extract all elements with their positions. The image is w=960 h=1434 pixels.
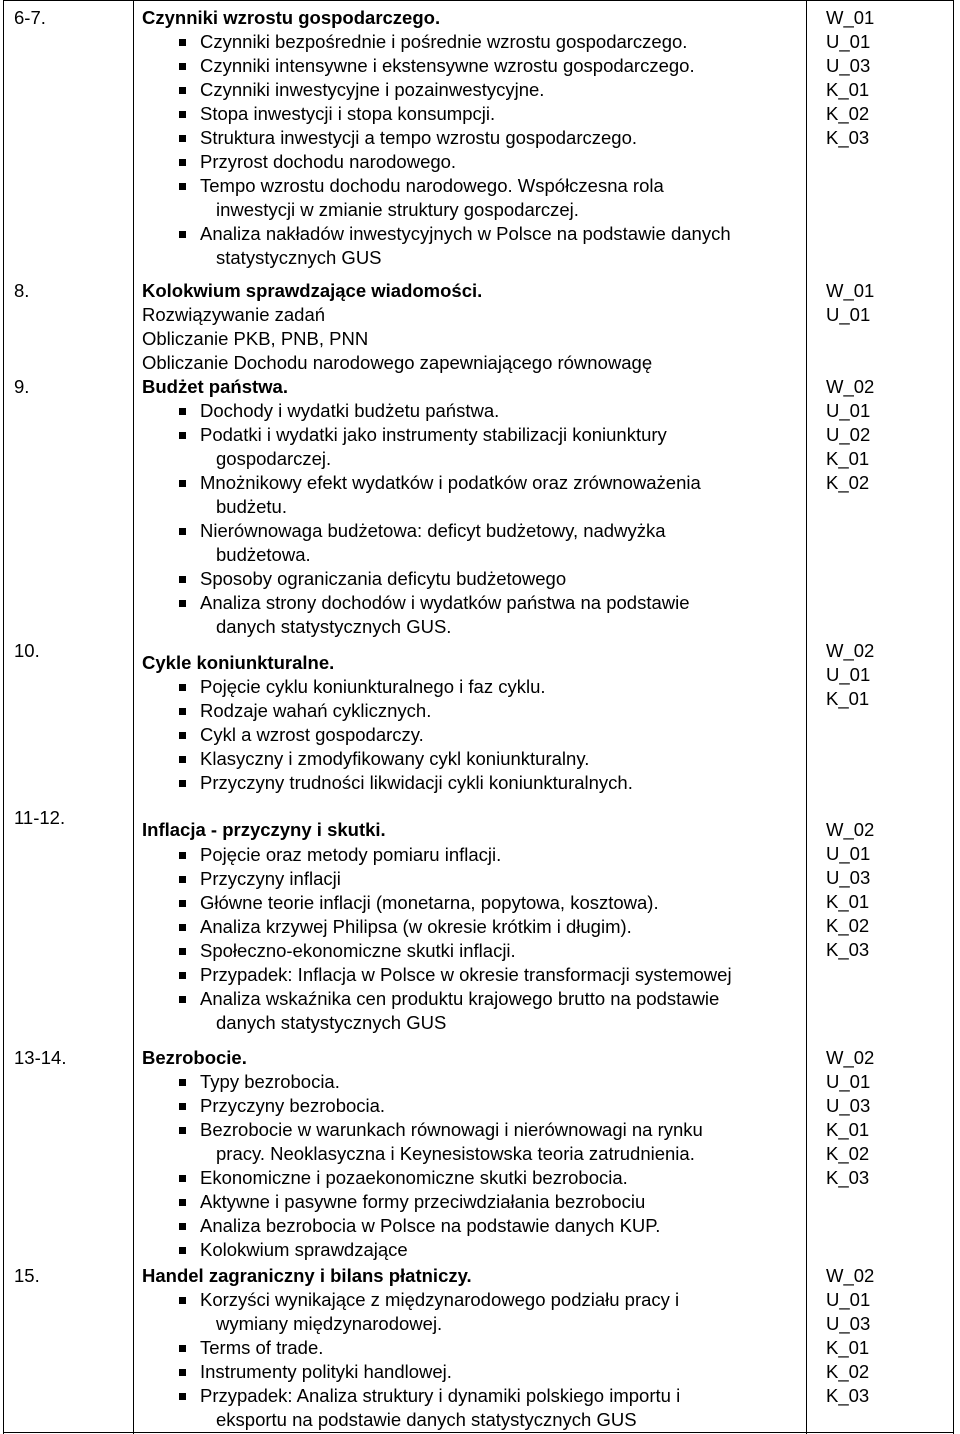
topic-item: Przyczyny trudności likwidacji cykli koniunkturalnych.	[200, 772, 633, 793]
topic-item: Stopa inwestycji i stopa konsumpcji.	[200, 103, 496, 124]
topic-item: Instrumenty polityki handlowej.	[200, 1361, 452, 1382]
bullet-marker	[179, 924, 186, 931]
topic-item: Analiza nakładów inwestycyjnych w Polsce na podstawie danych	[200, 223, 731, 244]
topic-item: eksportu na podstawie danych statystycznych GUS	[216, 1409, 637, 1430]
outcome-code: K_02	[826, 103, 870, 124]
topic-item: Tempo wzrostu dochodu narodowego. Współczesna rola	[200, 175, 664, 196]
outcome-code: U_03	[826, 55, 871, 76]
topic-item: danych statystycznych GUS.	[216, 616, 452, 637]
topic-item: Przyczyny inflacji	[200, 868, 341, 889]
section-number: 6-7.	[14, 7, 46, 28]
outcome-code: U_01	[826, 1071, 871, 1092]
topic-item: Przyrost dochodu narodowego.	[200, 151, 457, 172]
bullet-marker	[179, 732, 186, 739]
bullet-marker	[179, 39, 186, 46]
bullet-marker	[179, 1079, 186, 1086]
outcome-code: W_02	[826, 376, 875, 397]
outcome-code: K_01	[826, 1337, 870, 1358]
topic-item: Główne teorie inflacji (monetarna, popytowa, kosztowa).	[200, 892, 659, 913]
topic-item: Pojęcie oraz metody pomiaru inflacji.	[200, 844, 502, 865]
topic-item: danych statystycznych GUS	[216, 1012, 447, 1033]
topic-item: Mnożnikowy efekt wydatków i podatków oraz zrównoważenia	[200, 472, 701, 493]
bullet-marker	[179, 1127, 186, 1134]
bullet-marker	[179, 135, 186, 142]
topic-item: budżetu.	[216, 496, 287, 517]
topic-item: gospodarczej.	[216, 448, 332, 469]
outcome-code: U_01	[826, 400, 871, 421]
topic-item: inwestycji w zmianie struktury gospodarczej.	[216, 199, 579, 220]
bullet-marker	[179, 1297, 186, 1304]
topic-item: budżetowa.	[216, 544, 311, 565]
outcome-code: U_01	[826, 664, 871, 685]
topic-item: Analiza strony dochodów i wydatków państwa na podstawie	[200, 592, 690, 613]
outcome-code: K_03	[826, 1385, 870, 1406]
bullet-marker	[179, 576, 186, 583]
topic-item: Przyczyny bezrobocia.	[200, 1095, 386, 1116]
topic-item: wymiany międzynarodowej.	[216, 1313, 443, 1334]
bullet-marker	[179, 1103, 186, 1110]
bullet-marker	[179, 183, 186, 190]
topic-item: Czynniki intensywne i ekstensywne wzrostu gospodarczego.	[200, 55, 695, 76]
outcome-code: K_03	[826, 127, 870, 148]
bullet-marker	[179, 432, 186, 439]
bullet-marker	[179, 708, 186, 715]
section-number: 10.	[14, 640, 40, 661]
topic-item: Analiza bezrobocia w Polsce na podstawie danych KUP.	[200, 1215, 661, 1236]
outcome-code: U_02	[826, 424, 871, 445]
bullet-marker	[179, 780, 186, 787]
outcome-code: U_01	[826, 304, 871, 325]
topic-item: Terms of trade.	[200, 1337, 324, 1358]
topic-item: Aktywne i pasywne formy przeciwdziałania bezrobociu	[200, 1191, 646, 1212]
outcome-code: K_01	[826, 688, 870, 709]
outcome-code: W_02	[826, 640, 875, 661]
bullet-marker	[179, 111, 186, 118]
outcome-code: U_03	[826, 867, 871, 888]
bullet-marker	[179, 408, 186, 415]
section-title: Bezrobocie.	[142, 1047, 247, 1068]
bullet-marker	[179, 87, 186, 94]
bullet-marker	[179, 63, 186, 70]
topic-item: Podatki i wydatki jako instrumenty stabilizacji koniunktury	[200, 424, 667, 445]
outcome-code: K_01	[826, 1119, 870, 1140]
outcome-code: W_01	[826, 280, 875, 301]
outcome-code: K_01	[826, 891, 870, 912]
outcome-code: K_01	[826, 448, 870, 469]
table-border-right	[953, 0, 954, 1434]
column-divider-codes	[806, 0, 807, 1434]
bullet-marker	[179, 600, 186, 607]
bullet-marker	[179, 876, 186, 883]
outcome-code: W_02	[826, 1047, 875, 1068]
outcome-code: K_02	[826, 472, 870, 493]
topic-item: Analiza krzywej Philipsa (w okresie krótkim i długim).	[200, 916, 632, 937]
table-border-top	[3, 0, 954, 1]
topic-item: Cykl a wzrost gospodarczy.	[200, 724, 424, 745]
outcome-code: K_03	[826, 939, 870, 960]
bullet-marker	[179, 1175, 186, 1182]
outcome-code: K_01	[826, 79, 870, 100]
bullet-marker	[179, 852, 186, 859]
topic-item: Struktura inwestycji a tempo wzrostu gospodarczego.	[200, 127, 638, 148]
bullet-marker	[179, 1199, 186, 1206]
topic-item: Rodzaje wahań cyklicznych.	[200, 700, 432, 721]
bullet-marker	[179, 480, 186, 487]
topic-item: Klasyczny i zmodyfikowany cykl koniunkturalny.	[200, 748, 590, 769]
outcome-code: K_02	[826, 1361, 870, 1382]
topic-item: Sposoby ograniczania deficytu budżetowego	[200, 568, 567, 589]
bullet-marker	[179, 996, 186, 1003]
topic-item: Społeczno-ekonomiczne skutki inflacji.	[200, 940, 516, 961]
topic-item: Ekonomiczne i pozaekonomiczne skutki bezrobocia.	[200, 1167, 628, 1188]
bullet-marker	[179, 948, 186, 955]
section-title: Czynniki wzrostu gospodarczego.	[142, 7, 441, 28]
outcome-code: U_01	[826, 843, 871, 864]
outcome-code: W_02	[826, 819, 875, 840]
topic-line: Obliczanie PKB, PNB, PNN	[142, 328, 369, 349]
topic-item: pracy. Neoklasyczna i Keynesistowska teoria zatrudnienia.	[216, 1143, 695, 1164]
bullet-marker	[179, 1247, 186, 1254]
bullet-marker	[179, 159, 186, 166]
outcome-code: K_02	[826, 1143, 870, 1164]
section-title: Budżet państwa.	[142, 376, 288, 397]
topic-item: Czynniki inwestycyjne i pozainwestycyjne.	[200, 79, 545, 100]
section-number: 13-14.	[14, 1047, 67, 1068]
outcome-code: W_02	[826, 1265, 875, 1286]
bullet-marker	[179, 972, 186, 979]
bullet-marker	[179, 1369, 186, 1376]
table-border-left	[3, 0, 4, 1434]
outcome-code: U_01	[826, 1289, 871, 1310]
bullet-marker	[179, 231, 186, 238]
topic-item: Bezrobocie w warunkach równowagi i nierównowagi na rynku	[200, 1119, 703, 1140]
topic-item: Korzyści wynikające z międzynarodowego podziału pracy i	[200, 1289, 680, 1310]
topic-item: Typy bezrobocia.	[200, 1071, 340, 1092]
topic-item: statystycznych GUS	[216, 247, 382, 268]
topic-item: Pojęcie cyklu koniunkturalnego i faz cyklu.	[200, 676, 546, 697]
topic-line: Rozwiązywanie zadań	[142, 304, 326, 325]
bullet-marker	[179, 900, 186, 907]
section-title: Inflacja - przyczyny i skutki.	[142, 819, 386, 840]
topic-item: Przypadek: Inflacja w Polsce w okresie transformacji systemowej	[200, 964, 732, 985]
bullet-marker	[179, 1223, 186, 1230]
section-title: Cykle koniunkturalne.	[142, 652, 335, 673]
topic-item: Dochody i wydatki budżetu państwa.	[200, 400, 500, 421]
section-title: Kolokwium sprawdzające wiadomości.	[142, 280, 483, 301]
outcome-code: U_01	[826, 31, 871, 52]
bullet-marker	[179, 528, 186, 535]
bullet-marker	[179, 756, 186, 763]
outcome-code: K_02	[826, 915, 870, 936]
topic-item: Analiza wskaźnika cen produktu krajowego brutto na podstawie	[200, 988, 720, 1009]
column-divider-content	[133, 0, 134, 1434]
section-title: Handel zagraniczny i bilans płatniczy.	[142, 1265, 472, 1286]
bullet-marker	[179, 1345, 186, 1352]
bullet-marker	[179, 684, 186, 691]
outcome-code: U_03	[826, 1095, 871, 1116]
topic-item: Czynniki bezpośrednie i pośrednie wzrostu gospodarczego.	[200, 31, 688, 52]
section-number: 15.	[14, 1265, 40, 1286]
outcome-code: W_01	[826, 7, 875, 28]
section-number: 11-12.	[14, 807, 66, 828]
bullet-marker	[179, 1393, 186, 1400]
topic-item: Nierównowaga budżetowa: deficyt budżetowy, nadwyżka	[200, 520, 666, 541]
outcome-code: U_03	[826, 1313, 871, 1334]
topic-item: Przypadek: Analiza struktury i dynamiki polskiego importu i	[200, 1385, 681, 1406]
section-number: 8.	[14, 280, 30, 301]
section-number: 9.	[14, 376, 30, 397]
outcome-code: K_03	[826, 1167, 870, 1188]
topic-line: Obliczanie Dochodu narodowego zapewniającego równowagę	[142, 352, 653, 373]
topic-item: Kolokwium sprawdzające	[200, 1239, 408, 1260]
table-border-bottom	[3, 1432, 954, 1433]
